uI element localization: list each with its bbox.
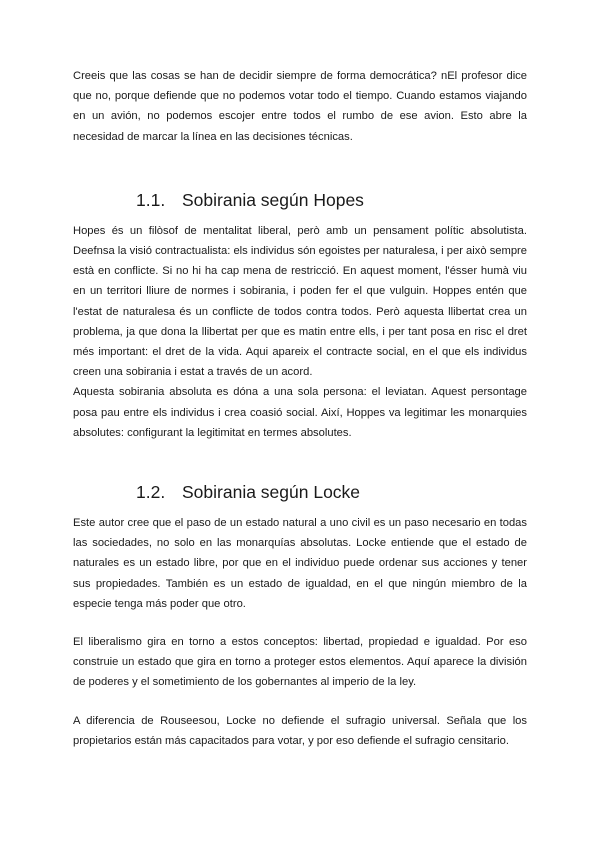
hopes-paragraph-1: Hopes és un filòsof de mentalitat liberal, però amb un pensament polític absolutista. Deefnsa la visió contractualista: els individus són egoistes per naturalesa, i per això sempre està en conflicte. Si no hi ha cap mena de restricció. En aquest moment, l'ésser humà viu en un territori lliure de normes i sobirania, i poden fer el que vulguin. Hoppes entén que l'estat de naturalesa és un conflicte de todos contra todos. Però aquesta llibertat crea un problema, ja que dona la llibertat per que es matin entre ells, i per tant posa en risc el dret més important: el dret de la vida. Aqui apareix el contracte social, en el que els individus creen una sobirania i estat a través de un acord. [73, 224, 527, 379]
locke-paragraph-1: Este autor cree que el paso de un estado natural a uno civil es un paso necesario en todas las sociedades, no solo en las monarquías absolutas. Locke entiende que el estado de naturales es un estado libre, por que en el individuo puede ordenar sus acciones y tener sus propiedades. También es un estado de igualdad, en el que ningún miembro de la especie tenga más poder que otro. [73, 517, 527, 610]
section-number: 1.2. [136, 482, 166, 503]
section-title: Sobirania según Locke [182, 482, 361, 503]
section-heading-hopes [73, 188, 527, 212]
intro-paragraph: Creeis que las cosas se han de decidir siempre de forma democrática? nEl profesor dice que no, porque defiende que no podemos votar todo el tiempo. Cuando estamos viajando en un avión, no podemos escojer entre todos el rumbo de ese avion. Esto abre la necesidad de marcar la línea en las decisiones técnicas. [73, 70, 527, 143]
section-heading-locke [73, 480, 527, 504]
locke-paragraph-3: A diferencia de Rouseesou, Locke no defiende el sufragio universal. Señala que los propietarios están más capacitados para votar, y por eso defiende el sufragio censitario. [73, 714, 527, 747]
hopes-paragraph-2: Aquesta sobirania absoluta es dóna a una sola persona: el leviatan. Aquest persontage posa pau entre els individus i crea coasió social. Així, Hoppes va legitimar les monarquies absolutes: configurant la legitimitat en termes absolutes. [73, 386, 527, 439]
section-title: Sobirania según Hopes [182, 189, 364, 210]
locke-paragraph-2: El liberalismo gira en torno a estos conceptos: libertad, propiedad e igualdad. Por eso construie un estado que gira en torno a proteger estos elementos. Aquí aparece la división de poderes y el sometimiento de los gobernantes al imperio de la ley. [73, 636, 527, 689]
section-number: 1.1. [136, 189, 166, 210]
document-body [73, 66, 527, 751]
